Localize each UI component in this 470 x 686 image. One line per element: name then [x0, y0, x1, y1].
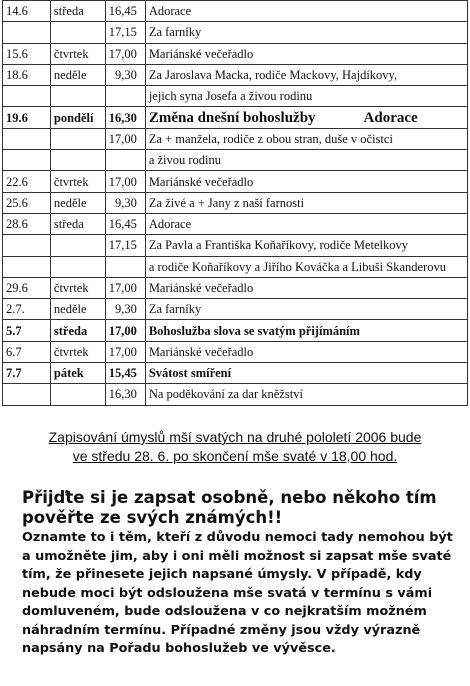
- schedule-row: [3, 150, 468, 171]
- schedule-date: 14.6: [3, 1, 51, 22]
- invite-line: náhradním termínu. Případné změny jsou vždy výrazně: [22, 622, 421, 638]
- schedule-date: [3, 256, 51, 277]
- schedule-day: [50, 256, 105, 277]
- schedule-day: [50, 150, 105, 171]
- schedule-day: neděle: [50, 64, 105, 85]
- intention-text: jejich syna Josefa a živou rodinu: [148, 89, 313, 104]
- schedule-row: [3, 86, 468, 107]
- schedule-row: [3, 320, 468, 341]
- schedule-date: [3, 128, 51, 149]
- schedule-intention: [145, 64, 467, 85]
- invite-heading-line-2: pověřte ze svých známých!!: [22, 508, 283, 527]
- intention-text: Změna dnešní bohoslužby: [148, 109, 316, 126]
- intention-text: Mariánské večeřadlo: [148, 46, 254, 61]
- schedule-row: [3, 43, 468, 64]
- schedule-row: [3, 22, 468, 43]
- schedule-intention: [145, 384, 467, 405]
- intention-text: Adorace: [148, 4, 192, 19]
- schedule-body: [3, 1, 468, 406]
- schedule-time: 17,00: [105, 128, 145, 149]
- intention-extra-text: Adorace: [363, 109, 418, 126]
- schedule-row: [3, 192, 468, 213]
- schedule-time: [105, 150, 145, 171]
- intention-text: Adorace: [148, 217, 192, 232]
- schedule-intention: [145, 107, 467, 128]
- schedule-day: [50, 22, 105, 43]
- schedule-intention: [145, 299, 467, 320]
- schedule-date: 25.6: [3, 192, 51, 213]
- schedule-day: [50, 86, 105, 107]
- intention-text: a živou rodinu: [148, 153, 222, 168]
- invite-line: domluveném, bude odsloužena v co nejkratším možném: [22, 604, 427, 619]
- intention-text: Za živé a + Jany z naší farnosti: [148, 195, 305, 210]
- intention-text: Mariánské večeřadlo: [148, 344, 254, 359]
- schedule-intention: [145, 213, 467, 234]
- schedule-time: 9,30: [105, 299, 145, 320]
- schedule-time: [105, 256, 145, 277]
- invite-line: napsány na Pořadu bohoslužeb ve vývěsce.: [22, 641, 336, 656]
- schedule-intention: [145, 171, 467, 192]
- schedule-intention: [145, 150, 467, 171]
- schedule-day: čtvrtek: [50, 43, 105, 64]
- intention-text: a rodiče Koňaříkovy a Jiřího Kováčka a Libuši Skanderovu: [148, 259, 446, 274]
- schedule-time: 17,00: [105, 43, 145, 64]
- schedule-time: 16,30: [105, 384, 145, 405]
- intention-text: Za Pavla a Františka Koňaříkovy, rodiče Metelkovy: [148, 238, 408, 253]
- schedule-time: 17,00: [105, 171, 145, 192]
- schedule-time: [105, 86, 145, 107]
- schedule-date: 19.6: [3, 107, 51, 128]
- schedule-date: 6.7: [3, 341, 51, 362]
- invite-line: Oznamte to i těm, kteří z důvodu nemoci tady nemohou být: [22, 530, 453, 545]
- schedule-date: 28.6: [3, 213, 51, 234]
- schedule-date: [3, 22, 51, 43]
- schedule-time: 9,30: [105, 64, 145, 85]
- schedule-day: pátek: [50, 363, 105, 384]
- intention-text: Mariánské večeřadlo: [148, 174, 254, 189]
- intention-text: Za farníky: [148, 25, 202, 40]
- schedule-date: 15.6: [3, 43, 51, 64]
- schedule-date: [3, 86, 51, 107]
- schedule-row: [3, 107, 468, 128]
- schedule-intention: [145, 235, 467, 256]
- schedule-time: 17,00: [105, 320, 145, 341]
- schedule-intention: [145, 1, 467, 22]
- schedule-intention: [145, 22, 467, 43]
- schedule-time: 17,15: [105, 22, 145, 43]
- schedule-intention: [145, 256, 467, 277]
- schedule-day: středa: [50, 1, 105, 22]
- schedule-date: [3, 235, 51, 256]
- schedule-time: 9,30: [105, 192, 145, 213]
- schedule-day: středa: [50, 213, 105, 234]
- schedule-day: [50, 128, 105, 149]
- schedule-intention: [145, 341, 467, 362]
- schedule-time: 16,45: [105, 1, 145, 22]
- schedule-row: [3, 384, 468, 405]
- schedule-date: [3, 384, 51, 405]
- invite-line: a umožněte jim, aby i oni měli možnost si zapsat mše svaté: [22, 548, 452, 564]
- schedule-day: čtvrtek: [50, 277, 105, 298]
- schedule-intention: [145, 192, 467, 213]
- schedule-day: [50, 235, 105, 256]
- schedule-date: 5.7: [3, 320, 51, 341]
- schedule-row: [3, 213, 468, 234]
- schedule-intention: [145, 363, 467, 384]
- schedule-row: [3, 341, 468, 362]
- schedule-row: [3, 256, 468, 277]
- intention-text: Za Jaroslava Macka, rodiče Mackovy, Hajdíkovy,: [148, 68, 398, 83]
- schedule-date: 7.7: [3, 363, 51, 384]
- intention-text: Bohoslužba slova se svatým přijímáním: [148, 323, 360, 338]
- announcement-line-1: Zapisování úmyslů mší svatých na druhé pololetí 2006 bude: [48, 429, 422, 445]
- schedule-intention: [145, 86, 467, 107]
- schedule-time: 16,30: [105, 107, 145, 128]
- schedule-time: 17,00: [105, 341, 145, 362]
- schedule-intention: [145, 128, 467, 149]
- schedule-row: [3, 299, 468, 320]
- intention-text: Za farníky: [148, 302, 202, 317]
- schedule-day: středa: [50, 320, 105, 341]
- schedule-day: pondělí: [50, 107, 105, 128]
- schedule-time: 17,15: [105, 235, 145, 256]
- schedule-row: [3, 128, 468, 149]
- announcement-line-2: ve středu 28. 6. po skončení mše svaté v 18,00 hod.: [72, 448, 398, 464]
- schedule-row: [3, 235, 468, 256]
- intention-text: Za + manžela, rodiče z obou stran, duše v očistci: [148, 131, 393, 146]
- schedule-date: 22.6: [3, 171, 51, 192]
- schedule-intention: [145, 277, 467, 298]
- schedule-intention: [145, 320, 467, 341]
- intention-text: Mariánské večeřadlo: [148, 281, 254, 295]
- schedule-date: [3, 150, 51, 171]
- schedule-row: [3, 64, 468, 85]
- schedule-date: 18.6: [3, 64, 51, 85]
- schedule-time: 16,45: [105, 213, 145, 234]
- schedule-day: čtvrtek: [50, 341, 105, 362]
- schedule-day: [50, 384, 105, 405]
- schedule-date: 29.6: [3, 277, 51, 298]
- schedule-row: [3, 277, 468, 298]
- invite-line: nebude moci být odsloužena mše svatá v termínu s vámi: [22, 585, 433, 601]
- schedule-time: 15,45: [105, 363, 145, 384]
- schedule-date: 2.7.: [3, 299, 51, 320]
- intention-text: Na poděkování za dar kněžství: [148, 387, 303, 402]
- schedule-row: [3, 171, 468, 192]
- invite-line: tím, že přinesete jejich napsané úmysly. V případě, kdy: [22, 567, 422, 582]
- invite-body: [22, 529, 468, 659]
- schedule-day: neděle: [50, 299, 105, 320]
- schedule-row: [3, 363, 468, 384]
- invite-heading-line-1: Přijďte si je zapsat osobně, nebo někoho tím: [22, 488, 437, 507]
- schedule-day: neděle: [50, 192, 105, 213]
- schedule-row: [3, 1, 468, 22]
- schedule-intention: [145, 43, 467, 64]
- invite-heading: [22, 488, 462, 528]
- mass-schedule-table: [2, 0, 468, 406]
- intention-text: Svátost smíření: [148, 366, 232, 381]
- schedule-time: 17,00: [105, 277, 145, 298]
- schedule-day: čtvrtek: [50, 171, 105, 192]
